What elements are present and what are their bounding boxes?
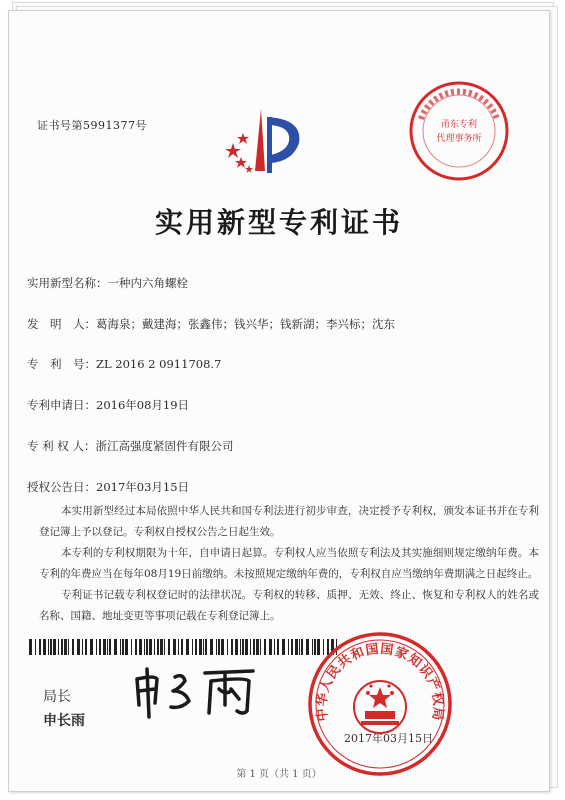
- field-label: 授权公告日：: [27, 480, 96, 494]
- barcode-bar: [288, 639, 289, 655]
- barcode-bar: [216, 639, 217, 655]
- barcode-bar: [43, 639, 46, 655]
- barcode-bar: [192, 639, 193, 655]
- barcode-bar: [186, 639, 189, 655]
- barcode-bar: [82, 639, 83, 655]
- barcode-bar: [131, 639, 132, 655]
- field-label: 专 利 权 人：: [27, 439, 96, 453]
- barcode-bar: [122, 639, 124, 655]
- barcode-bar: [242, 639, 244, 655]
- barcode-bar: [181, 639, 183, 655]
- barcode-bar: [295, 639, 298, 655]
- barcode-bar: [99, 639, 101, 655]
- barcode-bar: [35, 639, 36, 655]
- field-label: 专 利 号：: [27, 357, 96, 371]
- svg-text:代理事务所: 代理事务所: [436, 134, 482, 144]
- patentee: 浙江高强度紧固件有限公司: [95, 439, 234, 453]
- patent-office-logo-icon: [221, 101, 311, 191]
- barcode-bar: [195, 639, 197, 655]
- barcode-bar: [61, 639, 63, 655]
- barcode-bar: [160, 639, 163, 655]
- svg-text:甬东专利: 甬东专利: [440, 120, 478, 130]
- barcode-bar: [269, 639, 272, 655]
- barcode-bar: [157, 639, 159, 655]
- barcode-bar: [144, 639, 145, 655]
- barcode-bar: [210, 639, 213, 655]
- barcode-bar: [168, 639, 170, 655]
- barcode-bar: [253, 639, 255, 655]
- barcode-bar: [29, 639, 32, 655]
- barcode-bar: [291, 639, 293, 655]
- barcode-bar: [90, 639, 93, 655]
- body-paragraph: 本专利的专利权期限为十年，自申请日起算。专利权人应当依照专利法及其实施细则规定缴纳年费。本专利的年费应当在每年08月19日前缴纳。未按照规定缴纳年费的，专利权自应当缴纳年费期满之日起终止。: [39, 547, 539, 580]
- barcode-bar: [125, 639, 128, 655]
- signatory-role: 局长: [43, 689, 71, 705]
- barcode-bar: [135, 639, 137, 655]
- barcode-bar: [282, 639, 285, 655]
- barcode-bar: [109, 639, 111, 655]
- body-paragraph: 专利证书记载专利权登记时的法律状况。专利权的转移、质押、无效、终止、恢复和专利权人的姓名或名称、国籍、地址变更等事项记载在专利登记簿上。: [39, 589, 539, 622]
- certificate-page: [8, 10, 550, 792]
- barcode-bar: [199, 639, 202, 655]
- barcode-bar: [203, 639, 204, 655]
- field-label: 发 明 人：: [27, 317, 96, 331]
- inventors: 葛海泉；戴建海；张鑫伟；钱兴华；钱新湖；李兴标；沈东: [96, 317, 395, 331]
- utility-model-name: 一种内六角螺栓: [107, 276, 188, 290]
- inventors-row: [27, 316, 395, 332]
- barcode-bar: [173, 639, 176, 655]
- barcode-bar: [72, 639, 74, 655]
- certificate-number: 证书号第5991377号: [37, 119, 147, 132]
- application-date-row: [27, 397, 189, 413]
- barcode-bar: [235, 639, 238, 655]
- patent-number-row: [27, 356, 221, 372]
- page-number: 第 1 页（共 1 页）: [236, 769, 322, 780]
- barcode-bar: [96, 639, 97, 655]
- barcode-bar: [103, 639, 106, 655]
- barcode-bar: [218, 639, 220, 655]
- certificate-body: [39, 501, 539, 627]
- barcode-bar: [107, 639, 108, 655]
- barcode-bar: [256, 639, 259, 655]
- barcode-bar: [164, 639, 165, 655]
- barcode-bar: [264, 639, 266, 655]
- barcode-bar: [146, 639, 148, 655]
- barcode-bar: [77, 639, 80, 655]
- official-seal: [305, 629, 455, 779]
- barcode-bar: [240, 639, 241, 655]
- barcode-bar: [299, 639, 300, 655]
- barcode-bar: [277, 639, 279, 655]
- barcode-bar: [85, 639, 87, 655]
- signatory-name: 申长雨: [43, 713, 85, 729]
- barcode-bar: [64, 639, 67, 655]
- barcode-bar: [39, 639, 41, 655]
- seal-date: 2017年03月15日: [344, 732, 433, 745]
- grant-announcement-date: 2017年03月15日: [96, 480, 190, 494]
- barcode-bar: [231, 639, 233, 655]
- barcode-bar: [50, 639, 52, 655]
- patentee-row: [27, 438, 233, 454]
- barcode-bar: [149, 639, 152, 655]
- barcode-bar: [139, 639, 142, 655]
- barcode-bar: [178, 639, 179, 655]
- utility-model-name-row: [27, 275, 188, 291]
- handwritten-signature: [127, 661, 267, 721]
- barcode-bar: [120, 639, 121, 655]
- barcode-bar: [53, 639, 56, 655]
- barcode-bar: [221, 639, 224, 655]
- barcode-bar: [68, 639, 69, 655]
- barcode: [29, 639, 339, 655]
- barcode-bar: [48, 639, 49, 655]
- patent-number: ZL 2016 2 0911708.7: [96, 357, 222, 371]
- barcode-bar: [245, 639, 248, 655]
- body-paragraph: 本实用新型经过本局依照中华人民共和国专利法进行初步审查，决定授予专利权，颁发本证书并在专利登记簿上予以登记。专利权自授权公告之日起生效。: [39, 505, 539, 538]
- agent-stamp: [407, 79, 511, 183]
- barcode-bar: [114, 639, 117, 655]
- barcode-bar: [205, 639, 207, 655]
- barcode-bar: [227, 639, 228, 655]
- certificate-title: 实用新型专利证书: [154, 206, 403, 239]
- barcode-bar: [301, 639, 303, 655]
- application-date: 2016年08月19日: [96, 398, 190, 412]
- grant-announcement-row: [27, 479, 189, 495]
- barcode-bar: [250, 639, 251, 655]
- barcode-bar: [274, 639, 275, 655]
- seal-text: 中华人民共和国国家知识产权局: [314, 641, 446, 723]
- barcode-bar: [154, 639, 155, 655]
- field-label: 专利申请日：: [27, 398, 96, 412]
- barcode-bar: [260, 639, 261, 655]
- field-label: 实用新型名称：: [27, 276, 108, 290]
- barcode-bar: [58, 639, 59, 655]
